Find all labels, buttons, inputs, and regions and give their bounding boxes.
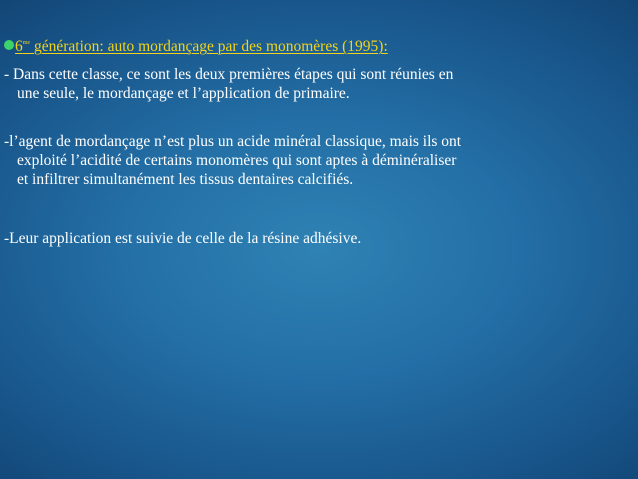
slide-heading: [4, 37, 632, 56]
paragraph-line: une seule, le mordançage et l’application de primaire.: [17, 85, 350, 102]
paragraph-line: exploité l’acidité de certains monomères qui sont aptes à déminéraliser: [17, 152, 457, 169]
paragraph-line: et infiltrer simultanément les tissus dentaires calcifiés.: [17, 171, 354, 188]
paragraph-line: - Dans cette classe, ce sont les deux premières étapes qui sont réunies en: [4, 66, 454, 83]
paragraph-etching-agent: [4, 132, 624, 189]
heading-title: génération: auto mordançage par des monomères (1995):: [30, 38, 388, 55]
paragraph-line: -l’agent de mordançage n’est plus un acide minéral classique, mais ils ont: [4, 133, 462, 150]
heading-superscript: me: [22, 40, 31, 46]
heading-text: [15, 38, 388, 55]
paragraph-line: -Leur application est suivie de celle de la résine adhésive.: [4, 230, 362, 247]
green-dot-bullet-icon: [4, 40, 14, 50]
paragraph-adhesive-resin: [4, 229, 624, 248]
paragraph-merged-steps: [4, 65, 624, 103]
heading-number: 6: [15, 38, 23, 55]
